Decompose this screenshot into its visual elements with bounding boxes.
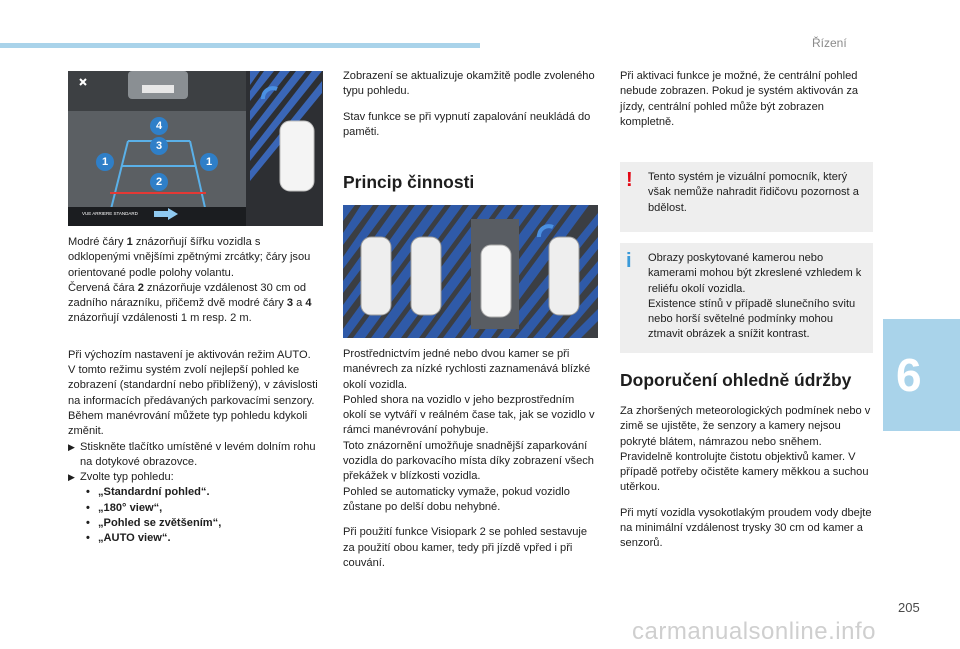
view-options-list <box>68 485 323 546</box>
auto-mode-detail: V tomto režimu systém zvolí nejlepší pohled ke zobrazení (standardní nebo přiblížený), v závislosti na informacích předávaných parkovacími senzory. <box>68 364 318 407</box>
column-1-text <box>68 235 323 547</box>
step-item: ▶ Zvolte typ pohledu: <box>68 470 323 485</box>
principle-heading: Princip činnosti <box>343 172 475 192</box>
column-2-top <box>343 69 598 140</box>
view-option: • „Standardní pohled“. <box>86 485 323 500</box>
info-icon: i <box>626 250 632 272</box>
update-text: Zobrazení se aktualizuje okamžitě podle zvoleného typu pohledu. <box>343 70 595 98</box>
step-marker-icon: ▶ <box>68 441 75 452</box>
principle-text-4: Pohled se automaticky vymaže, pokud vozidlo zůstane po delší dobu nehybné. <box>343 485 570 513</box>
lines-explanation: Modré čáry 1 znázorňují šířku vozidla s odklopenými vnějšími zpětnými zrcátky; čáry jsou orientované podle polohy volantu. Červená čára 2 znázorňuje vzdálenost 30 cm od zadního nárazníku, přičemž dvě modré čáry 3 a 4 znázorňují vzdálenosti 1 m resp. 2 m. <box>68 236 312 325</box>
column-3-bottom <box>620 404 875 552</box>
steps-list <box>68 440 323 486</box>
view-banner: VUE ARRIERE STANDARD <box>82 211 138 216</box>
top-view-figure <box>343 205 598 338</box>
view-change-text: Během manévrování můžete typ pohledu kdykoli změnit. <box>68 409 308 438</box>
watermark: carmanualsonline.info <box>632 618 876 645</box>
maintenance-text-1: Za zhoršených meteorologických podmínek nebo v zimě se ujistěte, že senzory a kamery nejsou pokryté blátem, námrazou nebo sněhem. <box>620 405 871 448</box>
warning-note: ! Tento systém je vizuální pomocník, který však nemůže nahradit řidičovu pozornost a bdělost. <box>620 162 873 232</box>
marker-4: 4 <box>150 117 168 135</box>
rear-camera-illustration <box>68 71 323 226</box>
maintenance-text-3: Při mytí vozidla vysokotlakým proudem vody dbejte na minimální vzdálenost trysky 30 cm od kamer a senzorů. <box>620 506 872 550</box>
maintenance-text-2: Pravidelně kontrolujte čistotu objektivů kamer. V případě potřeby očistěte kamery měkkou a suchou utěrkou. <box>620 450 869 494</box>
step-item: ▶ Stiskněte tlačítko umístěné v levém dolním rohu na dotykové obrazovce. <box>68 440 316 468</box>
visiopark-text: Při použití funkce Visiopark 2 se pohled sestavuje za použití obou kamer, tedy při jízdě vpřed i při couvání. <box>343 526 587 569</box>
top-accent-bar <box>0 43 480 48</box>
column-2-bottom <box>343 347 598 571</box>
warning-icon: ! <box>626 169 633 191</box>
step-marker-icon: ▶ <box>68 472 75 483</box>
activation-text: Při aktivaci funkce je možné, že centrální pohled nebude zobrazen. Pokud je systém aktivován za jízdy, centrální pohled může být zobrazen kompletně. <box>620 70 859 128</box>
maintenance-heading: Doporučení ohledně údržby <box>620 370 852 390</box>
principle-text-1: Prostřednictvím jedné nebo dvou kamer se při manévrech za nízké rychlosti zaznamenává blízké okolí vozidla. <box>343 348 591 391</box>
marker-1-left: 1 <box>96 153 114 171</box>
top-view-illustration <box>343 205 598 338</box>
column-3-top <box>620 69 875 130</box>
section-title: Řízení <box>812 36 847 50</box>
view-option: • „180° view“, <box>86 501 323 516</box>
chapter-number: 6 <box>896 349 922 401</box>
page-number: 205 <box>898 600 920 615</box>
info-note: i Obrazy poskytované kamerou nebo kamerami mohou být zkreslené vzhledem k reliéfu okolí vozidla. Existence stínů v případě slunečního svitu nebo horší světelné podmínky mohou ztmavit obrázek a snížit kontrast. <box>620 243 873 353</box>
marker-3: 3 <box>150 137 168 155</box>
view-option: • „Pohled se zvětšením“, <box>86 516 323 531</box>
marker-1-right: 1 <box>200 153 218 171</box>
view-option: • „AUTO view“. <box>86 531 323 546</box>
auto-mode-text: Při výchozím nastavení je aktivován režim AUTO. <box>68 348 311 361</box>
principle-text-2: Pohled shora na vozidlo v jeho bezprostředním okolí se vytváří v reálném čase tak, jak se vozidlo v rámci manévrování pohybuje. <box>343 393 595 437</box>
memory-text: Stav funkce se při vypnutí zapalování neukládá do paměti. <box>343 110 591 138</box>
marker-2: 2 <box>150 173 168 191</box>
principle-text-3: Toto znázornění umožňuje snadnější zaparkování vozidla do parkovacího místa díky zobrazení všech překážek v blízkosti vozidla. <box>343 439 594 483</box>
rear-camera-figure <box>68 71 323 226</box>
